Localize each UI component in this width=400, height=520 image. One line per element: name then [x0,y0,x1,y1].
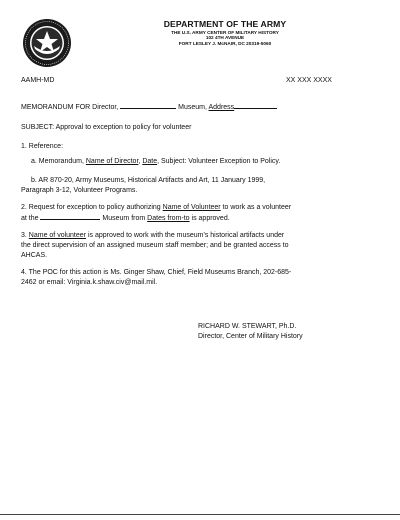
reference-a-prefix: a. Memorandum, [31,158,84,165]
paragraph-4-line2: 2462 or email: Virginia.k.shaw.civ@mail.mil. [21,279,158,286]
paragraph-3-line3: AHCAS. [21,252,48,259]
army-seal-icon [22,18,72,68]
organization-line: THE U.S. ARMY CENTER OF MILITARY HISTORY [171,29,279,35]
subject-line: SUBJECT: Approval to exception to policy for volunteer [21,124,192,131]
reference-b-line1: b. AR 870-20, Army Museums, Historical Artifacts and Art, 11 January 1999, [31,177,266,184]
signer-name: RICHARD W. STEWART, Ph.D. [198,323,297,330]
paragraph-2-line1 [21,203,291,212]
address-field: Address [208,104,235,111]
museum-word: Museum, [178,104,207,111]
paragraph-2-prefix: 2. Request for exception to policy authorizing [21,204,161,211]
paragraph-2-museum-from: Museum from [102,215,146,222]
paragraph-4-line1: 4. The POC for this action is Ms. Ginger Shaw, Chief, Field Museums Branch, 202-685- [21,269,292,276]
reference-a-sep: , [138,158,141,165]
paragraph-3-line1 [21,231,284,240]
paragraph-3-number: 3. [21,232,27,239]
dates-field: Dates from-to [147,215,190,222]
paragraph-2-at-the: at the [21,215,39,222]
paragraph-3-suffix: is approved to work with the museum's historical artifacts under [87,232,285,239]
page-bottom-rule [0,514,400,515]
paragraph-2-approved: is approved. [191,215,230,222]
memo-prefix: MEMORANDUM FOR Director, [21,104,119,111]
department-title: DEPARTMENT OF THE ARMY [163,19,287,29]
signer-title: Director, Center of Military History [198,333,303,340]
letterhead [110,20,340,46]
office-symbol: AAMH-MD [21,77,55,84]
paragraph-2-line2 [21,213,230,223]
memorandum-for-line [21,102,277,112]
museum-name-blank [120,102,176,109]
reference-a [31,157,280,166]
volunteer-name-field: Name of Volunteer [162,204,221,211]
street-address-line: 102 4TH AVENUE [205,35,245,41]
reference-a-suffix: , Subject: Volunteer Exception to Policy. [157,158,281,165]
city-address-line: FORT LESLEY J. McNAIR, DC 20319-5060 [178,40,272,46]
volunteer-name-field-2: Name of volunteer [28,232,86,239]
address-blank [234,102,277,109]
date-placeholder: XX XXX XXXX [286,77,332,84]
reference-heading: 1. Reference: [21,143,64,150]
director-name-field: Name of Director [85,158,139,165]
paragraph-3-line2: the direct supervision of an assigned museum staff member; and be granted access to [21,242,289,249]
museum-blank [40,213,100,220]
memo-date-field: Date [142,158,158,165]
reference-b-line2: Paragraph 3-12, Volunteer Programs. [21,187,138,194]
paragraph-2-suffix: to work as a volunteer [222,204,292,211]
